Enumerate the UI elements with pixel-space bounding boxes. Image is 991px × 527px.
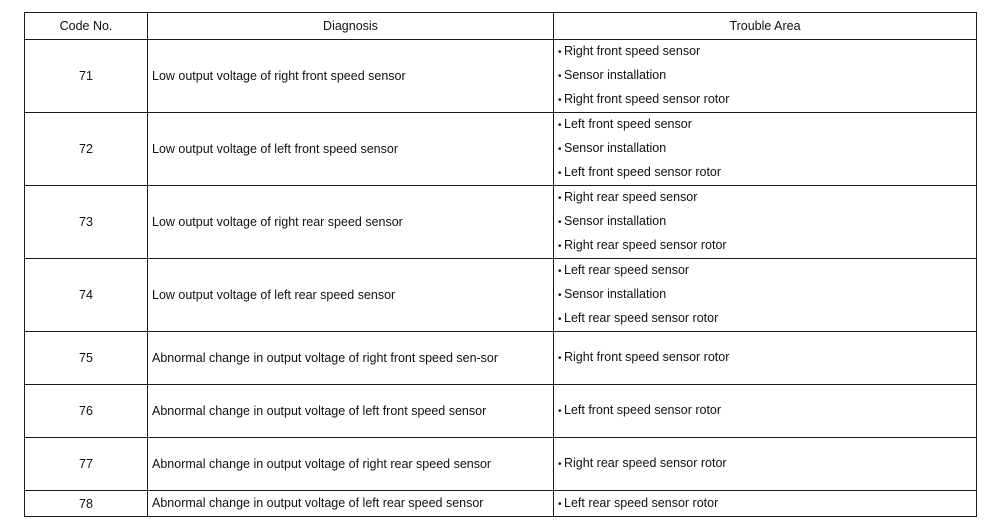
trouble-area-item: • Right front speed sensor rotor [558,88,976,112]
code-cell: 77 [25,438,148,491]
trouble-area-item: • Right rear speed sensor rotor [558,234,976,258]
trouble-area-list [558,40,976,112]
trouble-area-list [558,186,976,258]
diagnosis-cell: Low output voltage of right rear speed sensor [148,186,554,259]
header-trouble-area: Trouble Area [554,13,977,40]
code-cell: 78 [25,491,148,517]
trouble-area-item: • Sensor installation [558,283,976,307]
diagnosis-cell: Low output voltage of left front speed sensor [148,113,554,186]
code-cell: 71 [25,40,148,113]
diagnostic-code-table [24,12,977,517]
table-row [25,491,977,517]
trouble-area-cell [554,259,977,332]
table-row [25,438,977,491]
trouble-area-item: • Left front speed sensor [558,113,976,137]
trouble-area-item: • Left front speed sensor rotor [558,161,976,185]
diagnosis-cell: Low output voltage of left rear speed sensor [148,259,554,332]
table-row [25,113,977,186]
table-row [25,186,977,259]
table-body [25,40,977,517]
trouble-area-item: • Right front speed sensor rotor [558,346,976,370]
trouble-area-list [558,113,976,185]
code-cell: 72 [25,113,148,186]
trouble-area-item: • Right front speed sensor [558,40,976,64]
trouble-area-list [558,492,976,516]
diagnosis-cell: Abnormal change in output voltage of left front speed sensor [148,385,554,438]
trouble-area-item: • Left rear speed sensor [558,259,976,283]
table-row [25,385,977,438]
code-cell: 74 [25,259,148,332]
trouble-area-item: • Left front speed sensor rotor [558,399,976,423]
trouble-area-cell [554,186,977,259]
trouble-area-item: • Left rear speed sensor rotor [558,492,976,516]
code-cell: 73 [25,186,148,259]
trouble-area-item: • Right rear speed sensor rotor [558,452,976,476]
diagnosis-cell: Abnormal change in output voltage of right rear speed sensor [148,438,554,491]
table-row [25,259,977,332]
trouble-area-cell [554,491,977,517]
header-diagnosis: Diagnosis [148,13,554,40]
trouble-area-item: • Sensor installation [558,210,976,234]
trouble-area-item: • Sensor installation [558,137,976,161]
header-code-no: Code No. [25,13,148,40]
trouble-area-cell [554,332,977,385]
trouble-area-item: • Left rear speed sensor rotor [558,307,976,331]
trouble-area-cell [554,438,977,491]
table-row [25,332,977,385]
diagnosis-cell: Low output voltage of right front speed sensor [148,40,554,113]
trouble-area-item: • Sensor installation [558,64,976,88]
diagnosis-cell: Abnormal change in output voltage of left rear speed sensor [148,491,554,517]
trouble-area-cell [554,40,977,113]
trouble-area-list [558,399,976,423]
trouble-area-cell [554,113,977,186]
table-header [25,13,977,40]
code-cell: 76 [25,385,148,438]
trouble-area-list [558,346,976,370]
code-cell: 75 [25,332,148,385]
diagnosis-cell: Abnormal change in output voltage of right front speed sen-sor [148,332,554,385]
trouble-area-item: • Right rear speed sensor [558,186,976,210]
header-row [25,13,977,40]
trouble-area-list [558,452,976,476]
table-row [25,40,977,113]
trouble-area-list [558,259,976,331]
trouble-area-cell [554,385,977,438]
